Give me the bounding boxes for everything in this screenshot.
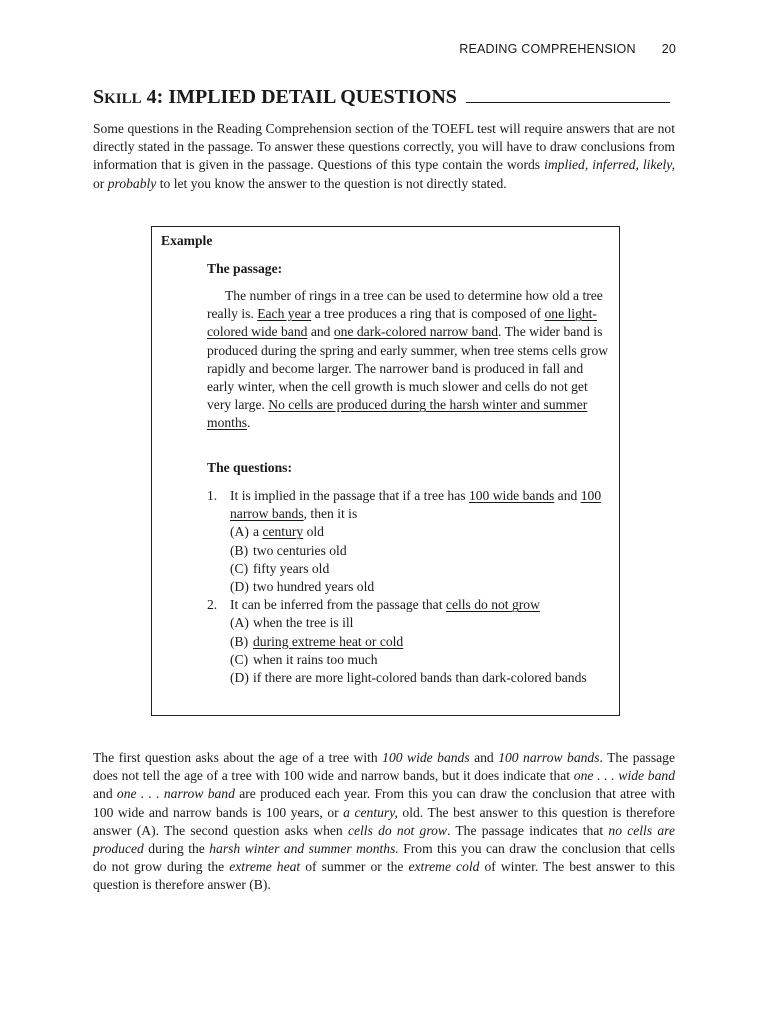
- intro-paragraph: Some questions in the Reading Comprehension section of the TOEFL test will require answers that are not directly stated in the passage. To answer these questions correctly, you will have to draw conclusions from information that is given in the passage. Questions of this type contain the words implied, inferred, likely, or probably to let you know the answer to the question is not directly stated.: [93, 121, 675, 191]
- page-header: [459, 42, 676, 56]
- example-box: [151, 226, 620, 716]
- option: (B) two centuries old: [230, 542, 347, 558]
- option: (A) when the tree is ill: [230, 615, 354, 631]
- skill-title: IMPLIED DETAIL QUESTIONS: [168, 86, 457, 108]
- skill-heading: [93, 86, 683, 109]
- passage-text: The number of rings in a tree can be used to determine how old a tree really is. Each year a tree produces a ring that is composed of one light-colored wide band and one dark-colored narrow band. The wider band is produced during the spring and early summer, when tree stems cells grow rapidly and become larger. The narrower band is produced in fall and early winter, when the cell growth is much slower and cells do not get very large. No cells are produced during the harsh winter and summer months.: [207, 288, 609, 431]
- explanation-paragraph: The first question asks about the age of a tree with 100 wide bands and 100 narrow bands. The passage does not tell the age of a tree with 100 wide and narrow bands, but it does indicate that one . . . wide band and one . . . narrow band are produced each year. From this you can draw the conclusion that atree with 100 wide and narrow bands is 100 years, or a century, old. The best answer to this question is therefore answer (A). The second question asks when cells do not grow. The passage indicates that no cells are produced during the harsh winter and summer months. From this you can draw the conclusion that cells do not grow during the extreme heat of summer or the extreme cold of winter. The best answer to this question is therefore answer (B).: [93, 750, 676, 893]
- example-label: Example: [161, 233, 213, 248]
- option: (C) when it rains too much: [230, 651, 378, 667]
- passage-label: The passage:: [207, 261, 283, 276]
- option: (D) two hundred years old: [230, 579, 375, 595]
- question-list: [207, 487, 612, 687]
- question-1: 1. It is implied in the passage that if a tree has 100 wide bands and 100 narrow bands, then it is (A) a century old (B) two centuries old (C) fifty years old (D) two hundred years old: [207, 487, 612, 596]
- skill-number: 4:: [146, 86, 164, 108]
- section-title: READING COMPREHENSION: [459, 42, 636, 56]
- questions-label: The questions:: [207, 460, 292, 475]
- option: (D) if there are more light-colored bands than dark-colored bands: [230, 670, 587, 686]
- question-2: 2. It can be inferred from the passage that cells do not grow (A) when the tree is ill (B) during extreme heat or cold (C) when it rains too much (D) if there are more light-colored bands than dark-colored bands: [207, 596, 612, 687]
- option: (A) a century old: [230, 524, 324, 540]
- heading-rule: [466, 102, 670, 103]
- skill-label: KILL: [104, 91, 142, 107]
- page-number: 20: [661, 42, 676, 56]
- skill-initial: S: [93, 86, 105, 108]
- option: (B) during extreme heat or cold: [230, 633, 404, 649]
- option: (C) fifty years old: [230, 560, 330, 576]
